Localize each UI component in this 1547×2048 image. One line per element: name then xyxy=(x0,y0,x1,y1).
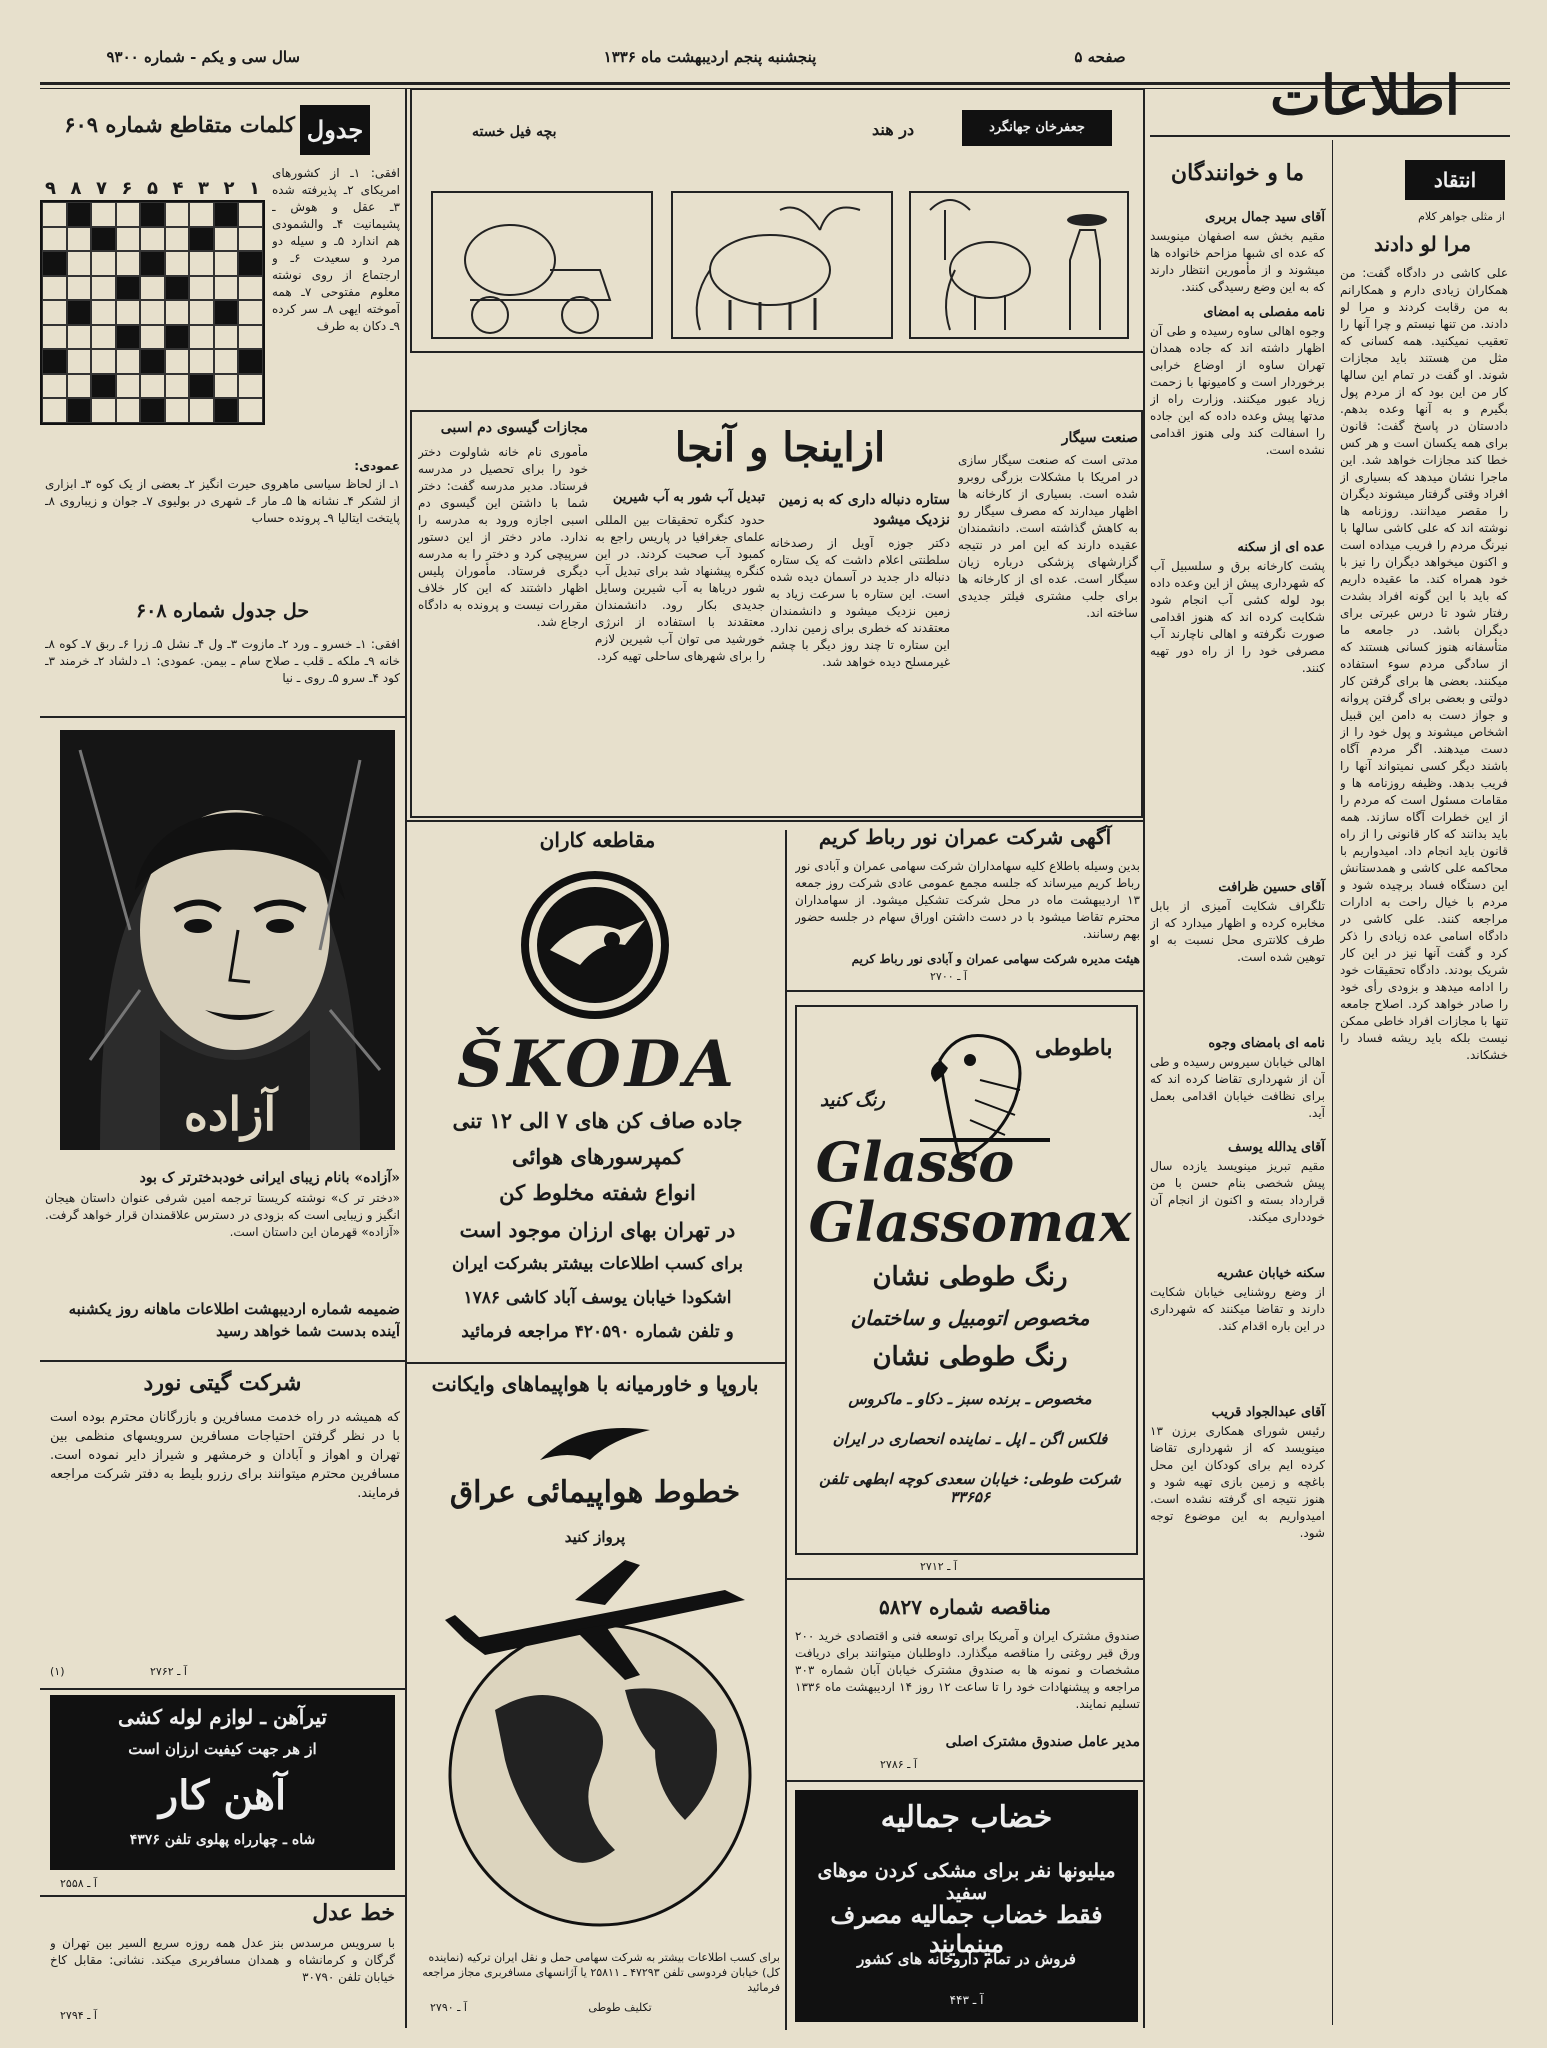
cartoon-title: در هند xyxy=(872,120,915,139)
column-number: ۵ xyxy=(147,178,158,199)
readers-text: پشت کارخانه برق و سلسبیل آب که شهرداری پیش از این وعده داده بود لوله کشی آب انجام شود شکایت کرده اند که هنوز اقدامی صورت نگرفته و اهالی ناچارند آب مصرفی خود را از راه دور تهیه کنند. xyxy=(1150,559,1325,675)
column-number: ۹ xyxy=(45,178,56,199)
glasso-line: مخصوص ـ برنده سبز ـ دکاو ـ ماکروس xyxy=(848,1390,1092,1408)
brief4-heading: صنعت سیگار xyxy=(1061,430,1138,446)
bird-logo-icon xyxy=(530,1420,660,1480)
glassomax-brand: Glassomax xyxy=(808,1190,1132,1254)
crossword-solution-title: حل جدول شماره ۶۰۸ xyxy=(135,600,310,622)
column-number: ۸ xyxy=(70,178,82,199)
glasso-brand: Glasso xyxy=(815,1130,1015,1194)
skoda-logo-icon xyxy=(520,870,670,1020)
crossword-solution-text: افقی: ۱ـ خسرو ـ ورد ۲ـ مازوت ۳ـ ول ۴ـ نشل ۵ـ زرا ۶ـ ربق ۷ـ کوه ۸ـ خانه ۹ـ ملکه ـ قلب ـ صلاح سام ـ بیمن. عمودی: ۱ـ دلشاد ۲ـ خرمند ۳ـ کود ۴ـ سرو ۵ـ روی ـ نیا xyxy=(45,637,400,685)
brief2-heading: تبدیل آب شور به آب شیرین xyxy=(612,490,765,505)
readers-text: مقیم تبریز مینویسد یازده سال پیش شخصی بنام حسن با من قرارداد بسته و اکنون از انجام آن خودداری میکند. xyxy=(1150,1159,1325,1224)
ahan-line: شاه ـ چهارراه پهلوی تلفن ۴۳۷۶ xyxy=(129,1832,316,1848)
skoda-line: و تلفن شماره ۴۲۰۵۹۰ مراجعه فرمائید xyxy=(461,1322,734,1342)
khezab-line: میلیونها نفر برای مشکی کردن موهای سفید xyxy=(817,1860,1116,1904)
skoda-line: انواع شفته مخلوط کن xyxy=(499,1180,696,1205)
readers-heading: نامه مفصلی به امضای xyxy=(1203,305,1325,320)
skoda-brand: ŠKODA xyxy=(456,1027,739,1102)
column-number: ۲ xyxy=(223,178,235,199)
readers-text: وجوه اهالی ساوه رسیده و طی آن اظهار داشته اند که جاده همدان تهران ساوه از اوضاع خرابی برخوردار است و کامیونها با زحمت زیاد عبور میکنند. وزارت راه از مدتها پیش وعده داده که این جاده را اسفالت کند ولی هنوز اقدامی نشده است. xyxy=(1150,324,1325,457)
glasso-line: رنگ طوطی نشان xyxy=(872,1342,1068,1372)
crossword-vertical-clues: ۱ـ از لحاظ سیاسی ماهروی حیرت انگیز ۲ـ بعضی از یک کوه ۳ـ ابزاری از لشکر ۴ـ نشانه ها ۵ـ مار ۶ـ شهری در بولیوی ۷ـ جوان و زیباروی ۸ـ پایتخت ایتالیا ۹ـ پرونده حساب xyxy=(45,477,400,525)
readers-text: رئیس شورای همکاری برزن ۱۳ مینویسد که از شهرداری تقاضا کرده ایم برای کودکان این محل باغچه و زمین بازی تهیه شود و هنوز نتیجه ای گرفته نشده است. امیدواریم به این موضوع توجه شود. xyxy=(1150,1424,1325,1540)
critique-kicker: از مثلی جواهر کلام xyxy=(1418,210,1505,223)
brief3-text: دکتر جوزه آویل از رصدخانه سلطنتی اعلام داشت که یک ستاره دنباله دار جدید در آسمان دیده شده است. این ستاره با سرعت زیاد به زمین نزدیک میشود و دانشمندان معتقدند که خطری برای زمین ندارد. این ستاره تا چند روز دیگر با چشم غیرمسلح دیده خواهد شد. xyxy=(770,536,950,669)
glasso-line: مخصوص اتومبیل و ساختمان xyxy=(850,1306,1090,1330)
readers-heading: آقای حسین ظرافت xyxy=(1218,880,1325,895)
glasso-line: فلکس اگن ـ اپل ـ نماینده انحصاری در ایران xyxy=(832,1430,1108,1448)
crossword-vertical-label: عمودی: xyxy=(354,459,400,473)
khezab-code: آ ـ ۴۴۳ xyxy=(949,1993,984,2007)
giti-number: (۱) xyxy=(50,1665,65,1678)
globe-airplane-illustration xyxy=(425,1560,770,1940)
crossword-title: کلمات متقاطع شماره ۶۰۹ xyxy=(64,112,295,137)
critique-text: علی کاشی در دادگاه گفت: من همکاران زیادی دارم و همکارانم به من رقابت کردند و مرا لو دادند. من تنها نیستم و چرا آنها را تعقیب نمیکنید. همه کسانی که مثل من هستند باید مجازات شوند. او گفت در تمام این سالها کار من این بود که از مردم پول بگیرم و به آنها وعده بدهم. دادستان در پاسخ گفت: قانون برای همه یکسان است و هر کس خطا کند مجازات خواهد شد. این ماجرا نشان میدهد که بسیاری از افراد وقتی گرفتار میشوند دیگران را مقصر میدانند. روزنامه ها نوشته اند که علی کاشی سالها با نیرنگ مردم را فریب میداده است و اکنون میخواهد دیگران را نیز با خود همراه کند. ما عقیده داریم که باید با این گونه افراد بشدت رفتار شود تا درس عبرتی برای دیگران باشد. در جامعه ما متأسفانه هنوز کسانی هستند که از سادگی مردم سوء استفاده میکنند. بعضی ها برای گرفتن کار دولتی و بعضی برای گرفتن پروانه و جواز دست به دامن این قبیل اشخاص میشوند و پول خود را از دست میدهند. اگر مردم آگاه باشند دیگر کسی نمیتواند آنها را فریب بدهد. وظیفه روزنامه ها و مقامات مسئول است که مردم را از این خطرات آگاه سازند. همه باید بدانند که کار قانونی را از راه قانون باید انجام داد. امیدواریم با محاکمه علی کاشی و همدستانش این دستگاه فساد برچیده شود و مردم با خیال راحت به ادارات مراجعه کنند. علی کاشی در دادگاه اسامی عده زیادی را ذکر کرد و گفت آنها نیز در این کار شریک بودند. دادگاه تحقیقات خود را ادامه میدهد و بزودی رأی خود را صادر خواهد کرد. اصلاح جامعه تنها با مجازات افراد خاطی ممکن نیست بلکه باید ریشه فساد را خشکاند. xyxy=(1340,266,1508,1062)
cartoon-badge: جعفرخان جهانگرد xyxy=(962,110,1112,146)
page-number: صفحه ۵ xyxy=(1074,48,1126,66)
column-number: ۱ xyxy=(249,178,260,199)
readers-text: از وضع روشنایی خیابان شکایت دارند و تقاضا میکنند که شهرداری در این باره اقدام کند. xyxy=(1150,1285,1325,1333)
crossword-badge: جدول xyxy=(300,105,370,155)
crossword-horizontal-clues: افقی: ۱ـ از کشورهای امریکای ۲ـ پذیرفته شده ۳ـ عقل و هوش ـ پشیمانیت ۴ـ والشمودی هم اندارد ۵ـ و سیله دو مرد و سعیدت ۶ـ و ارجتماع از روی نوشته معلوم مفتوحی ۷ـ همه آموخته ایهی ۸ـ سر کرده ۹ـ دکان به طرف xyxy=(272,166,400,333)
glasso-line: شرکت طوطی: خیابان سعدی کوچه ابطهی تلفن ۳۳۶۵۶ xyxy=(819,1470,1121,1506)
news-briefs-headline: ازاینجا و آنجا xyxy=(674,424,886,471)
readers-title: ما و خوانندگان xyxy=(1170,160,1305,186)
iraqi-footer: برای کسب اطلاعات بیشتر به شرکت سهامی حمل و نقل ایران ترکیه (نماینده کل) خیابان فردوسی تلفن ۴۷۲۹۳ ـ ۲۵۸۱۱ یا آژانسهای مسافربری مجاز مراجعه فرمائید xyxy=(422,1951,780,1994)
giti-text: که همیشه در راه خدمت مسافرین و بازرگانان محترم بوده است با در نظر گرفتن احتیاجات مسافرین سرویسهای منظمی بین تهران و اهواز و آبادان و خرمشهر و شیراز دایر نموده است. مسافرین محترم میتوانند برای رزرو بلیط به دفتر شرکت مراجعه فرمایند. xyxy=(50,1410,400,1501)
readers-text: اهالی خیابان سیروس رسیده و طی آن از شهرداری تقاضا کرده اند که برای نظافت خیابان اقدامی بعمل آید. xyxy=(1150,1055,1325,1120)
omran-code: آ ـ ۲۷۰۰ xyxy=(930,970,967,983)
brief4-text: مدتی است که صنعت سیگار سازی در امریکا با مشکلات بزرگی روبرو شده است. بسیاری از کارخانه ها اظهار میدارند که مصرف سیگار رو به کاهش گذاشته است. دانشمندان عقیده دارند که این امر در نتیجه گزارشهای پزشکی درباره زیان سیگار است. عده ای از کارخانه ها برای جلب مشتری فیلتر جدیدی ساخته اند. xyxy=(958,453,1138,620)
readers-heading: آقای عبدالجواد قریب xyxy=(1211,1405,1325,1420)
skoda-line: برای کسب اطلاعات بیشتر بشرکت ایران xyxy=(451,1254,744,1274)
column-number: ۶ xyxy=(121,178,133,199)
film-caption-title: «آزاده» بانام زیبای ایرانی خودبدخترتر ک بود xyxy=(139,1170,400,1186)
ahan-line: تیرآهن ـ لوازم لوله کشی xyxy=(118,1705,327,1729)
column-number: ۳ xyxy=(198,178,209,199)
giti-code: آ ـ ۲۷۶۲ xyxy=(150,1665,187,1678)
iraqi-code: آ ـ ۲۷۹۰ xyxy=(430,2001,467,2014)
masthead: اطلاعات xyxy=(1270,63,1460,127)
khezab-line: فقط خضاب جمالیه مصرف مینمایند xyxy=(830,1900,1103,1958)
critique-title: مرا لو دادند xyxy=(1373,232,1472,256)
issue-number: سال سی و یکم - شماره ۹۳۰۰ xyxy=(106,48,300,66)
brief3-heading: ستاره دنباله داری که به زمین نزدیک میشود xyxy=(778,492,950,528)
adl-title: خط عدل xyxy=(312,1900,395,1926)
omran-text: بدین وسیله باطلاع کلیه سهامداران شرکت سهامی عمران و آبادی نور رباط کریم میرساند که جلسه مجمع عمومی عادی شرکت روز جمعه ۱۳ اردیبهشت ماه در محل شرکت تشکیل میشود. از سهامداران محترم تقاضا میشود با در دست داشتن اوراق سهام در جلسه حضور بهم رسانند. xyxy=(795,859,1140,941)
film-caption-text: «دختر تر ک» نوشته کریستا ترجمه امین شرفی عنوان داستان هیجان انگیز و زیبایی است که بزودی در دسترس علاقمندان قرار خواهد گرفت. «آزاده» قهرمان این داستان است. xyxy=(45,1191,400,1239)
adl-code: آ ـ ۲۷۹۴ xyxy=(60,2009,97,2022)
cartoon-strip xyxy=(410,88,1145,353)
skoda-heading: مقاطعه کاران xyxy=(539,828,656,852)
ahan-line: از هر جهت کیفیت ارزان است xyxy=(128,1740,317,1758)
readers-heading: نامه ای بامضای وجوه xyxy=(1208,1036,1325,1051)
readers-intro-heading: آقای سید جمال بربری xyxy=(1205,210,1325,225)
crossword-grid xyxy=(40,200,265,425)
readers-heading: آقای یدالله یوسف xyxy=(1228,1140,1325,1155)
omran-signature: هیئت مدیره شرکت سهامی عمران و آبادی نور رباط کریم xyxy=(851,952,1140,966)
brief1-text: مأموری نام خانه شاولوت دختر خود را برای تحصیل در مدرسه فرستاد. مدیر مدرسه گفت: دختر شما با داشتن این گیسوی دم اسبی اجازه ورود به مدرسه را ندارد. مادر دختر از این دستور سرپیچی کرد و دختر را به مدرسه دیگری فرستاد. مأموران پلیس اظهار داشتند که این کار خلاف مقررات نیست و پرونده به دادگاه ارجاع شد. xyxy=(418,445,588,629)
critique-badge: انتقاد xyxy=(1405,160,1505,200)
readers-heading: عده ای از سکنه xyxy=(1237,540,1325,555)
skoda-line: اشکودا خیابان یوسف آباد کاشی ۱۷۸۶ xyxy=(463,1288,732,1308)
khezab-title: خضاب جمالیه xyxy=(880,1800,1053,1835)
iraqi-top-line: باروپا و خاورمیانه با هواپیماهای وایکانت xyxy=(431,1372,759,1396)
adl-text: با سرویس مرسدس بنز عدل همه روزه سریع السیر بین تهران و گرگان و کرمانشاه و همدان مسافربری میکند. نشانی: مقابل کاخ خیابان تلفن ۳۰۷۹۰ xyxy=(50,1936,395,1984)
tender-signature: مدیر عامل صندوق مشترک اصلی xyxy=(945,1734,1140,1750)
skoda-line: کمپرسورهای هوائی xyxy=(512,1144,683,1169)
readers-heading: سکنه خیابان عشریه xyxy=(1216,1266,1325,1281)
brief1-heading: مجازات گیسوی دم اسبی xyxy=(440,420,588,436)
iraqi-note: تکلیف طوطی xyxy=(588,2001,652,2014)
column-number: ۷ xyxy=(96,178,107,199)
skoda-line: جاده صاف کن های ۷ الی ۱۲ تنی xyxy=(452,1108,743,1133)
brief2-text: حدود کنگره تحقیقات بین المللی علمای جغرافیا در پاریس راجع به کمبود آب صحبت کردند. در این کنگره پیشنهاد شد برای تبدیل آب شور دریاها به آب شیرین وسایل جدیدی بکار رود. دانشمندان معتقدند با استفاده از انرژی خورشید می توان آب شیرین لازم را برای شهرهای ساحلی تهیه کرد. xyxy=(595,513,765,663)
crossword-column-numbers xyxy=(45,178,260,199)
glasso-code: آ ـ ۲۷۱۲ xyxy=(920,1560,957,1573)
svg-text:آزاده: آزاده xyxy=(183,1087,277,1141)
skoda-line: در تهران بهای ارزان موجود است xyxy=(459,1218,736,1242)
column-number: ۴ xyxy=(172,178,184,199)
woman-face-illustration xyxy=(60,730,395,1150)
ahan-code: آ ـ ۲۵۵۸ xyxy=(60,1877,97,1890)
iraqi-sub: پرواز کنید xyxy=(564,1528,626,1546)
supplement-notice: ضمیمه شماره اردیبهشت اطلاعات ماهانه روز یکشنبه آینده بدست شما خواهد رسید xyxy=(68,1300,400,1340)
khezab-line: فروش در تمام داروخانه های کشور xyxy=(857,1950,1076,1968)
cartoon-left-caption: بچه فیل خسته xyxy=(472,124,557,140)
glasso-line: رنگ طوطی نشان xyxy=(872,1262,1068,1292)
omran-title: آگهی شرکت عمران نور رباط کریم xyxy=(818,825,1112,849)
iraqi-airline-name: خطوط هواپیمائی عراق xyxy=(449,1475,741,1510)
tender-text: صندوق مشترک ایران و آمریکا برای توسعه فنی و اقتصادی خرید ۲۰۰ ورق قیر روغنی را مناقصه میگذارد. داوطلبان میتوانند برای دریافت مشخصات و نمونه ها به صندوق مشترک خیابان آبان شماره ۳۰۳ مراجعه و پیشنهادات خود را تا ساعت ۱۲ روز ۱۴ اردیبهشت ماه ۱۳۳۶ تسلیم نمایند. xyxy=(795,1629,1140,1711)
tender-title: مناقصه شماره ۵۸۲۷ xyxy=(879,1595,1051,1619)
tender-code: آ ـ ۲۷۸۶ xyxy=(880,1758,917,1771)
issue-date: پنجشنبه پنجم اردیبهشت ماه ۱۳۳۶ xyxy=(603,48,817,66)
glasso-badge: باطوطی xyxy=(1035,1035,1113,1061)
cartoon-panels xyxy=(430,190,1130,340)
film-illustration xyxy=(60,730,395,1150)
ahan-line: آهن کار xyxy=(158,1772,287,1819)
readers-intro-text: مقیم بخش سه اصفهان مینویسد که عده ای شبها مزاحم خانواده ها میشوند و از مأمورین انتظار دارند که به این وضع رسیدگی کنند. xyxy=(1150,229,1325,294)
glasso-tag: رنگ کنید xyxy=(820,1090,885,1111)
giti-title: شرکت گیتی نورد xyxy=(143,1370,302,1396)
readers-text: تلگراف شکایت آمیزی از بابل مخابره کرده و اظهار میدارد که از طرف کلانتری محل نسبت به او توهین شده است. xyxy=(1150,899,1325,964)
